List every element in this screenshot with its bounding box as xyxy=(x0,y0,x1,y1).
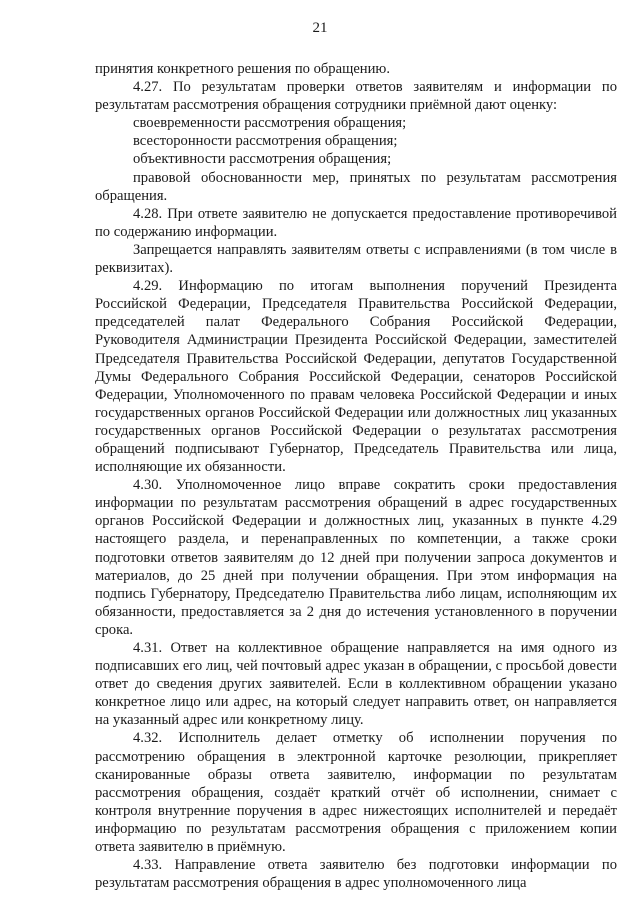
paragraph-corrections-prohibited: Запрещается направлять заявителям ответы с исправлениями (в том числе в реквизитах). xyxy=(95,241,617,277)
paragraph-4-29: 4.29. Информацию по итогам выполнения поручений Президента Российской Федерации, Председателя Правительства Российской Федерации, председателей палат Федерального Собрания Российской Федерации, Руководителя Администрации Президента Российской Федерации, заместителей Председателя Правительства Российской Федерации, депутатов Государственной Думы Федерального Собрания Российской Федерации, сенаторов Российской Федерации, Уполномоченного по правам человека Российской Федерации и иных государственных органов Российской Федерации или должностных лиц указанных государственных органов Российской Федерации о результатах рассмотрения обращений подписывают Губернатор, Председатель Правительства или лица, исполняющие их обязанности. xyxy=(95,278,617,476)
paragraph-4-30: 4.30. Уполномоченное лицо вправе сократить сроки предоставления информации по результатам рассмотрения обращений в адрес государственных органов Российской Федерации и должностных лиц, указанных в пункте 4.29 настоящего раздела, и перенаправленных по компетенции, а также сроки подготовки ответов заявителям до 12 дней при получении запроса документов и материалов, до 25 дней при получении обращения. При этом информация на подпись Губернатору, Председателю Правительства либо лицам, исполняющим их обязанности, предоставляется за 2 дня до истечения установленного в поручении срока. xyxy=(95,477,617,638)
paragraph-4-33: 4.33. Направление ответа заявителю без подготовки информации по результатам рассмотрения обращения в адрес уполномоченного лица xyxy=(95,857,617,892)
document-body xyxy=(95,60,617,892)
paragraph-continuation: принятия конкретного решения по обращению. xyxy=(95,61,390,77)
list-item-objectivity: объективности рассмотрения обращения; xyxy=(133,151,392,168)
paragraph-4-27: 4.27. По результатам проверки ответов заявителям и информации по результатам рассмотрения обращения сотрудники приёмной дают оценку: xyxy=(95,79,617,114)
list-item-timeliness: своевременности рассмотрения обращения; xyxy=(133,115,407,132)
paragraph-4-31: 4.31. Ответ на коллективное обращение направляется на имя одного из подписавших его лиц, чей почтовый адрес указан в обращении, с просьбой довести ответ до сведения других заявителей. Если в коллективном обращении указано конкретное лицо или адрес, на который следует направить ответ, он направляется на указанный адрес или конкретному лицу. xyxy=(95,640,617,729)
list-item-legal-validity: правовой обоснованности мер, принятых по результатам рассмотрения обращения. xyxy=(95,169,617,204)
paragraph-4-28: 4.28. При ответе заявителю не допускается предоставление противоречивой по содержанию информации. xyxy=(95,205,617,240)
list-item-comprehensiveness: всесторонности рассмотрения обращения; xyxy=(133,133,398,150)
page-number: 21 xyxy=(312,20,328,36)
paragraph-4-32: 4.32. Исполнитель делает отметку об исполнении поручения по рассмотрению обращения в электронной карточке резолюции, прикрепляет сканированные образы ответа заявителю, информации по результатам рассмотрения обращения, создаёт краткий отчёт об исполнении, снимает с контроля внутренние поручения в адрес нижестоящих исполнителей и передаёт информацию по результатам рассмотрения обращения с приложением копии ответа заявителю в приёмную. xyxy=(95,730,617,856)
